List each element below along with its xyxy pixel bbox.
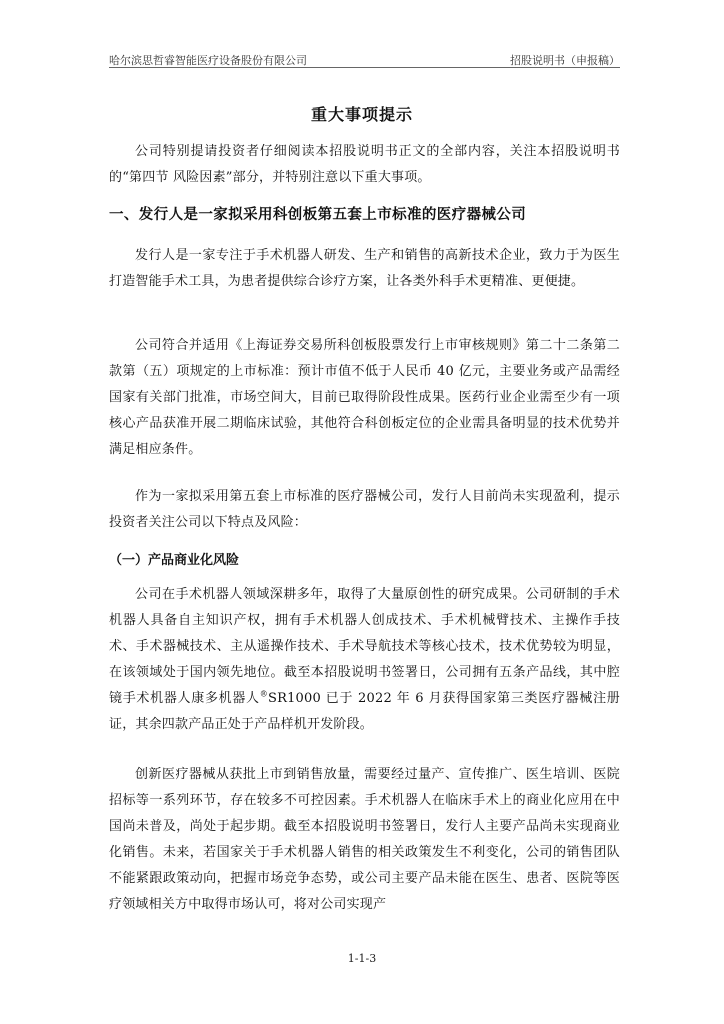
page-number: 1-1-3 bbox=[347, 952, 377, 965]
registered-trademark-mark: ® bbox=[259, 689, 268, 699]
subsection1-paragraph-1 bbox=[109, 582, 620, 738]
section1-paragraph-3: 作为一家拟采用第五套上市标准的医疗器械公司，发行人目前尚未实现盈利，提示投资者关注公司以下特点及风险： bbox=[109, 489, 620, 530]
intro-paragraph: 公司特别提请投资者仔细阅读本招股说明书正文的全部内容，关注本招股说明书的“第四节 风险因素”部分，并特别注意以下重大事项。 bbox=[109, 144, 620, 185]
page-header bbox=[109, 50, 620, 68]
subsection1-paragraph-2: 创新医疗器械从获批上市到销售放量，需要经过量产、宣传推广、医生培训、医院招标等一系列环节，存在较多不可控因素。手术机器人在临床手术上的商业化应用在中国尚未普及，尚处于起步期。截至本招股说明书签署日，发行人主要产品尚未实现商业化销售。未来，若国家关于手术机器人销售的相关政策发生不利变化，公司的销售团队不能紧跟政策动向，把握市场竞争态势，或公司主要产品未能在医生、患者、医院等医疗领域相关方中取得市场认可，将对公司实现产 bbox=[109, 767, 620, 912]
header-divider bbox=[109, 67, 620, 68]
subsection-heading-1: （一）产品商业化风险 bbox=[109, 553, 240, 568]
header-document-type: 招股说明书（申报稿） bbox=[510, 54, 620, 67]
page-title: 重大事项提示 bbox=[310, 105, 413, 124]
section1-paragraph-2: 公司符合并适用《上海证券交易所科创板股票发行上市审核规则》第二十二条第二款第（五）项规定的上市标准：预计市值不低于人民币 40 亿元，主要业务或产品需经国家有关部门批准，市场空间大，目前已取得阶段性成果。医药行业企业需至少有一项核心产品获准开展二期临床试验，其他符合科创板定位的企业需具备明显的技术优势并满足相应条件。 bbox=[109, 338, 620, 457]
subsection1-paragraph-1-text: 公司在手术机器人领域深耕多年，取得了大量原创性的研究成果。公司研制的手术机器人具备自主知识产权，拥有手术机器人创成技术、手术机械臂技术、主操作手技术、手术器械技术、主从遥操作技术、手术导航技术等核心技术，技术优势较为明显，在该领域处于国内领先地位。截至本招股说明书签署日，公司拥有五条产品线，其中腔镜手术机器人康多机器人 bbox=[109, 587, 620, 706]
section1-paragraph-1: 发行人是一家专注于手术机器人研发、生产和销售的高新技术企业，致力于为医生打造智能手术工具，为患者提供综合诊疗方案，让各类外科手术更精准、更便捷。 bbox=[109, 248, 620, 289]
section-heading-1: 一、发行人是一家拟采用科创板第五套上市标准的医疗器械公司 bbox=[109, 207, 527, 223]
header-company-name: 哈尔滨思哲睿智能医疗设备股份有限公司 bbox=[109, 54, 307, 67]
subsection1-paragraph-1-text-cont: SR1000 已于 2022 年 6 月获得国家第三类医疗器械注册证，其余四款产品正处于产品样机开发阶段。 bbox=[109, 691, 620, 732]
